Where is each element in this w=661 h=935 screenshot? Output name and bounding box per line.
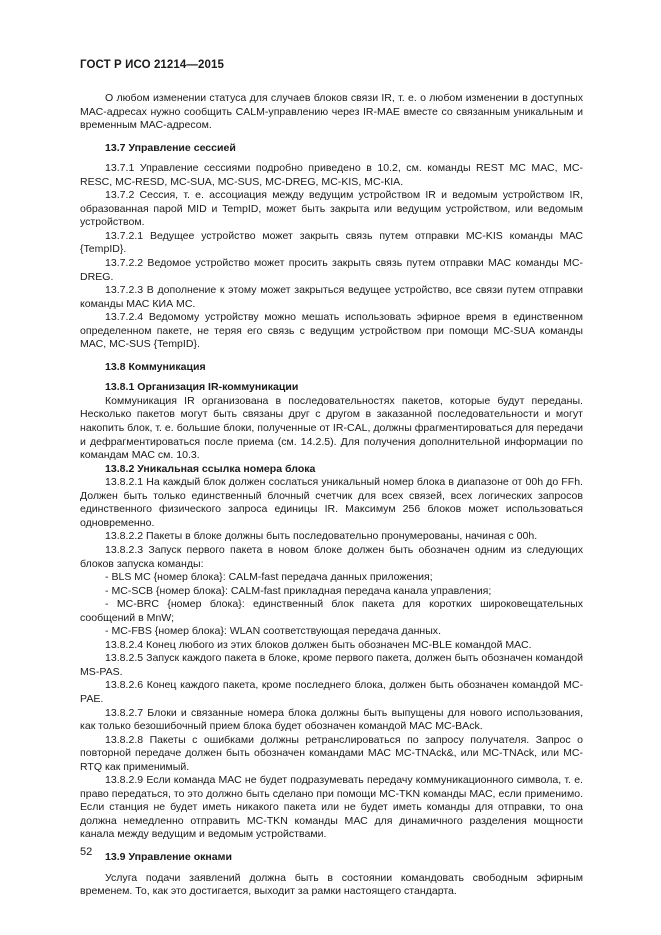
list-item: - MC-BRC {номер блока}: единственный блок пакета для коротких широковещательных сообщений в MnW; [80, 598, 583, 624]
heading-13-9: 13.9 Управление окнами [105, 850, 232, 863]
paragraph-13-7-2-1: 13.7.2.1 Ведущее устройство может закрыть связь путем отправки MC-KIS команды МАС {TempID}. [80, 229, 583, 256]
list-item: - BLS МС {номер блока}: CALM-fast передача данных приложения; [105, 571, 433, 584]
list-item: - MC-SCB {номер блока}: CALM-fast прикладная передача канала управления; [105, 584, 492, 597]
paragraph-13-8-2-2: 13.8.2.2 Пакеты в блоке должны быть последовательно пронумерованы, начиная с 00h. [105, 530, 538, 543]
paragraph-13-7-1: 13.7.1 Управление сессиями подробно приведено в 10.2, см. команды REST МС МАС, MC-RESC, MC-RESD, MC-SUA, MC-SUS, MC-DREG, MC-KIS, МС-КIА. [80, 162, 583, 188]
paragraph-13-7-2-4: 13.7.2.4 Ведомому устройству можно мешать использовать эфирное время в единственном определенном пакете, не теряя его связь с ведущим устройством при помощи MC-SUA команды МАС, MC-SUS {TempID}. [80, 311, 583, 351]
paragraph-13-8-2-1: 13.8.2.1 На каждый блок должен сослаться уникальный номер блока в диапазоне от 00h до FFh. Должен быть только единственный блочный счетчик для всех связей, всех логических запросов единственного физического запроса единицы IR. Максимум 256 блоков может использоваться одновременно. [80, 476, 583, 529]
heading-13-7: 13.7 Управление сессией [105, 141, 236, 154]
paragraph-intro: О любом изменении статуса для случаев блоков связи IR, т. е. о любом изменении в доступных МАС-адресах нужно сообщить CALM-управлению через IR-МАЕ вместе со связанным уникальным и временным МАС-адресом. [80, 92, 583, 132]
paragraph-13-8-2-5: 13.8.2.5 Запуск каждого пакета в блоке, кроме первого пакета, должен быть обозначен командой MS-PAS. [80, 652, 583, 678]
paragraph-13-8-2-6: 13.8.2.6 Конец каждого пакета, кроме последнего блока, должен быть обозначен командой МС-РАЕ. [80, 679, 583, 705]
paragraph-13-7-2-3: 13.7.2.3 В дополнение к этому может закрыться ведущее устройство, все связи путем отправки команды МАС КИА МС. [80, 284, 583, 310]
heading-13-8-2: 13.8.2 Уникальная ссылка номера блока [105, 462, 316, 475]
heading-13-8: 13.8 Коммуникация [105, 360, 206, 373]
page-body [80, 92, 583, 899]
list-item: - MC-FBS {номер блока}: WLAN соответствующая передача данных. [105, 625, 442, 638]
paragraph-13-7-2-2: 13.7.2.2 Ведомое устройство может просить закрыть связь путем отправки МАС команды MC-DREG. [80, 257, 583, 283]
paragraph-13-8-2-4: 13.8.2.4 Конец любого из этих блоков должен быть обозначен MC-BLE командой МАС. [105, 638, 532, 651]
paragraph-13-8-2-8: 13.8.2.8 Пакеты с ошибками должны ретранслироваться по запросу получателя. Запрос о повторной передаче должен быть обозначен командами МАС MC-TNAck&, или MC-TNAck, или MC-RTQ как применимый. [80, 733, 583, 773]
paragraph-13-7-2: 13.7.2 Сессия, т. е. ассоциация между ведущим устройством IR и ведомым устройством IR, образованная парой MID и TempID, может быть закрыта или ведущим устройством, или ведомым устройством. [80, 189, 583, 229]
page-header: ГОСТ Р ИСО 21214—2015 [80, 59, 225, 71]
paragraph-13-8-2-3: 13.8.2.3 Запуск первого пакета в новом блоке должен быть обозначен одним из следующих блоков запуска команды: [80, 543, 583, 570]
paragraph-13-9: Услуга подачи заявлений должна быть в состоянии командовать свободным эфирным временем. То, как это достигается, выходит за рамки настоящего стандарта. [80, 871, 583, 898]
paragraph-13-8-2-7: 13.8.2.7 Блоки и связанные номера блока должны быть выпущены для нового использования, как только безошибочный прием блока будет обозначен командой МАС MC-BAck. [80, 706, 583, 733]
page-number: 52 [80, 846, 93, 858]
paragraph-13-8-2-9: 13.8.2.9 Если команда МАС не будет подразумевать передачу коммуникационного символа, т. е. право передаться, то это должно быть сделано при помощи MC-TKN команды МАС, если применимо. Если станция не будет иметь никакого пакета или не будет иметь команды для отправки, то она должна немедленно отправить MC-TKN команды МАС для динамичного разделения мощности канала между ведущим и ведомым устройствами. [80, 774, 583, 841]
paragraph-13-8-1: Коммуникация IR организована в последовательностях пакетов, которые будут переданы. Несколько пакетов могут быть связаны друг с другом в заказанной последовательности и могут накопить блок, т. е. большие блоки, полученные от IR-CAL, должны фрагментироваться для передачи и дефрагментироваться после приема (см. 14.2.5). Для получения дополнительной информации по командам МАС см. 10.3. [80, 394, 583, 462]
heading-13-8-1: 13.8.1 Организация IR-коммуникации [105, 381, 299, 394]
